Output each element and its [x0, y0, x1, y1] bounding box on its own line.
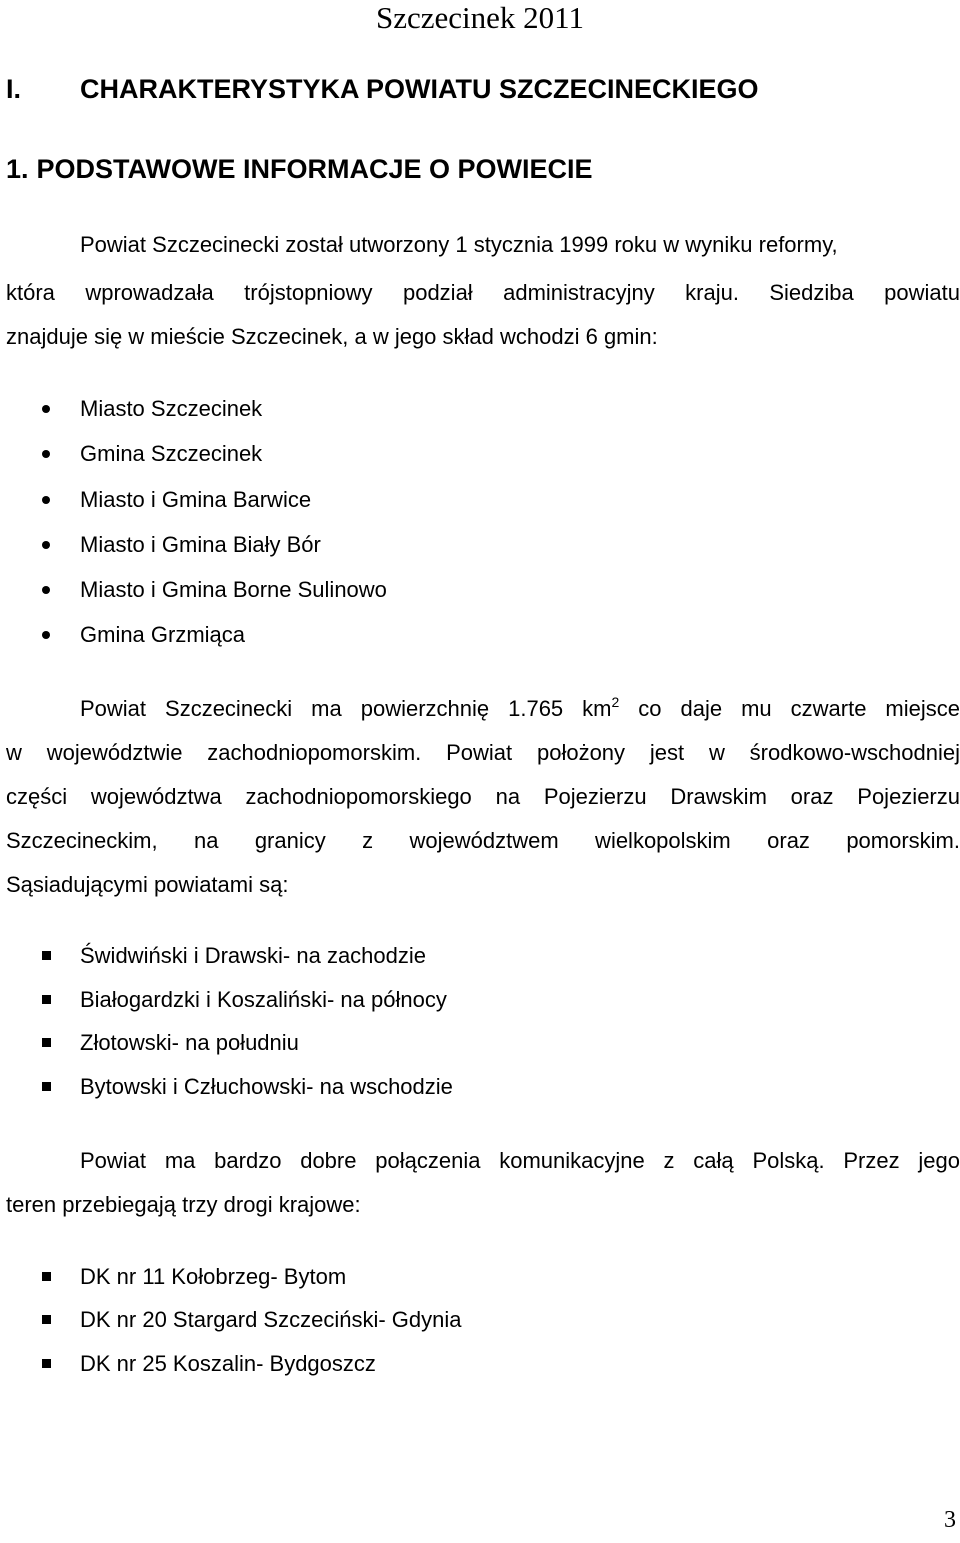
bullet-square-icon [40, 1264, 80, 1290]
bullet-square-icon [40, 987, 80, 1013]
paragraph-line: części województwa zachodniopomorskiego na Pojezierzu Drawskim oraz Pojezierzu [6, 784, 960, 809]
bullet-dot-icon [40, 532, 80, 558]
paragraph-line: teren przebiegają trzy drogi krajowe: [6, 1192, 361, 1217]
paragraph-line: Powiat Szczecinecki ma powierzchnię 1.765 $km^2$ co daje mu czwarte miejsce [80, 694, 960, 721]
bullet-square-icon [40, 943, 80, 969]
paragraph-line: Powiat Szczecinecki został utworzony 1 stycznia 1999 roku w wyniku reformy, [80, 232, 838, 257]
paragraph-line: Szczecineckim, na granicy z województwem wielkopolskim oraz pomorskim. [6, 828, 960, 853]
subsection-heading [6, 153, 593, 185]
page-number: 3 [944, 1507, 956, 1533]
bullet-square-icon [40, 1030, 80, 1056]
bullet-dot-icon [40, 441, 80, 467]
bullet-square-icon [40, 1307, 80, 1333]
section-number: I. [6, 74, 22, 104]
bullet-dot-icon [40, 487, 80, 513]
bullet-dot-icon [40, 396, 80, 422]
section-heading [6, 73, 759, 105]
bullet-square-icon [40, 1351, 80, 1377]
bullet-square-icon [40, 1074, 80, 1100]
page-header-title: Szczecinek 2011 [375, 0, 584, 35]
bullet-dot-icon [40, 577, 80, 603]
section-title: CHARAKTERYSTYKA POWIATU SZCZECINECKIEGO [80, 74, 759, 104]
subsection-title: PODSTAWOWE INFORMACJE O POWIECIE [36, 154, 593, 184]
paragraph-line: Powiat ma bardzo dobre połączenia komunikacyjne z całą Polską. Przez jego [80, 1148, 960, 1173]
paragraph-line: znajduje się w mieście Szczecinek, a w jego skład wchodzi 6 gmin: [6, 324, 658, 349]
paragraph-line: Sąsiadującymi powiatami są: [6, 872, 289, 897]
subsection-number: 1. [6, 154, 29, 184]
paragraph-line: która wprowadzała trójstopniowy podział administracyjny kraju. Siedziba powiatu [6, 280, 960, 305]
paragraph-line: w województwie zachodniopomorskim. Powiat położony jest w środkowo-wschodniej [6, 740, 960, 765]
bullet-dot-icon [40, 622, 80, 648]
